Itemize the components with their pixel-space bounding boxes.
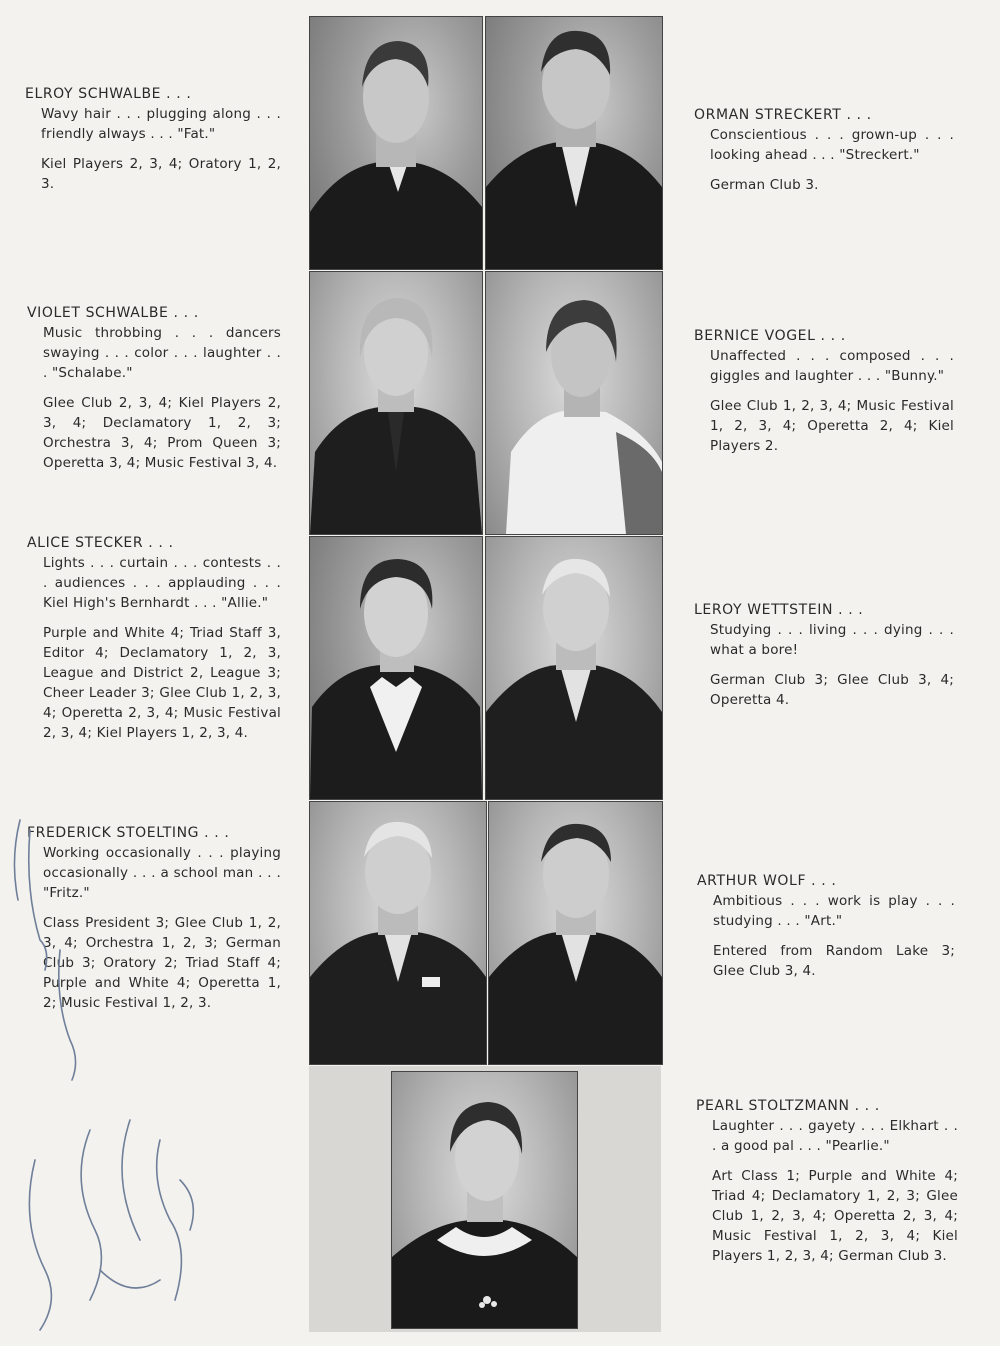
student-activities: Entered from Random Lake 3; Glee Club 3, 4.: [713, 943, 955, 979]
student-name: ARTHUR WOLF . . .: [697, 873, 837, 889]
portrait-pearl-stoltzmann: [391, 1071, 578, 1329]
portrait-leroy-wettstein: [485, 536, 663, 800]
portrait-orman-streckert: [485, 16, 663, 270]
portrait-violet-schwalbe: [309, 271, 483, 535]
student-description: Studying . . . living . . . dying . . . what a bore!: [710, 622, 954, 658]
entry-elroy-schwalbe: [25, 84, 281, 194]
student-name: PEARL STOLTZMANN . . .: [696, 1098, 880, 1114]
entry-arthur-wolf: [697, 871, 955, 981]
student-description: Working occasionally . . . playing occasionally . . . a school man . . . "Fritz.": [43, 845, 281, 901]
student-activities: Class President 3; Glee Club 1, 2, 3, 4; Orchestra 1, 2, 3; German Club 3; Oratory 2; Triad Staff 4; Purple and White 4; Operetta 1, 2; Music Festival 1, 2, 3.: [43, 915, 281, 1011]
portrait-alice-stecker: [309, 536, 483, 800]
student-description: Ambitious . . . work is play . . . studying . . . "Art.": [713, 893, 955, 929]
entry-leroy-wettstein: [694, 600, 954, 710]
entry-alice-stecker: [27, 533, 281, 743]
student-activities: Kiel Players 2, 3, 4; Oratory 1, 2, 3.: [41, 156, 281, 192]
student-activities: Glee Club 2, 3, 4; Kiel Players 2, 3, 4; Declamatory 1, 2, 3; Orchestra 3, 4; Prom Queen 3; Operetta 3, 4; Music Festival 3, 4.: [43, 395, 281, 471]
portrait-elroy-schwalbe: [309, 16, 483, 270]
student-name: ALICE STECKER . . .: [27, 535, 174, 551]
student-description: Wavy hair . . . plugging along . . . friendly always . . . "Fat.": [41, 106, 281, 142]
student-name: LEROY WETTSTEIN . . .: [694, 602, 864, 618]
student-name: FREDERICK STOELTING . . .: [27, 825, 230, 841]
entry-pearl-stoltzmann: [696, 1096, 958, 1266]
student-activities: Glee Club 1, 2, 3, 4; Music Festival 1, 2, 3, 4; Operetta 2, 4; Kiel Players 2.: [710, 398, 954, 454]
student-name: VIOLET SCHWALBE . . .: [27, 305, 199, 321]
entry-bernice-vogel: [694, 326, 954, 456]
student-activities: Art Class 1; Purple and White 4; Triad 4; Declamatory 1, 2, 3; Glee Club 1, 2, 3, 4; Operetta 2, 3, 4; Music Festival 1, 2, 3, 4; Kiel Players 1, 2, 3, 4; German Club 3.: [712, 1168, 958, 1264]
student-name: BERNICE VOGEL . . .: [694, 328, 846, 344]
student-name: ELROY SCHWALBE . . .: [25, 86, 192, 102]
student-activities: German Club 3.: [710, 177, 819, 193]
portrait-bernice-vogel: [485, 271, 663, 535]
student-activities: German Club 3; Glee Club 3, 4; Operetta 4.: [710, 672, 954, 708]
student-description: Lights . . . curtain . . . contests . . . audiences . . . applauding . . . Kiel High's Bernhardt . . . "Allie.": [43, 555, 281, 611]
student-name: ORMAN STRECKERT . . .: [694, 107, 872, 123]
student-description: Music throbbing . . . dancers swaying . . . color . . . laughter . . . "Schalabe.": [43, 325, 281, 381]
entry-violet-schwalbe: [27, 303, 281, 473]
portrait-arthur-wolf: [488, 801, 663, 1065]
student-description: Unaffected . . . composed . . . giggles and laughter . . . "Bunny.": [710, 348, 954, 384]
entry-orman-streckert: [694, 105, 954, 195]
student-activities: Purple and White 4; Triad Staff 3, Editor 4; Declamatory 1, 2, 3, League and District 2, League 3; Cheer Leader 3; Glee Club 1, 2, 3, 4; Operetta 2, 3, 4; Music Festival 2, 3, 4; Kiel Players 1, 2, 3, 4.: [43, 625, 281, 741]
portrait-frederick-stoelting: [309, 801, 487, 1065]
student-description: Conscientious . . . grown-up . . . looking ahead . . . "Streckert.": [710, 127, 954, 163]
student-description: Laughter . . . gayety . . . Elkhart . . . a good pal . . . "Pearlie.": [712, 1118, 958, 1154]
handwritten-signature: [0, 800, 230, 1346]
